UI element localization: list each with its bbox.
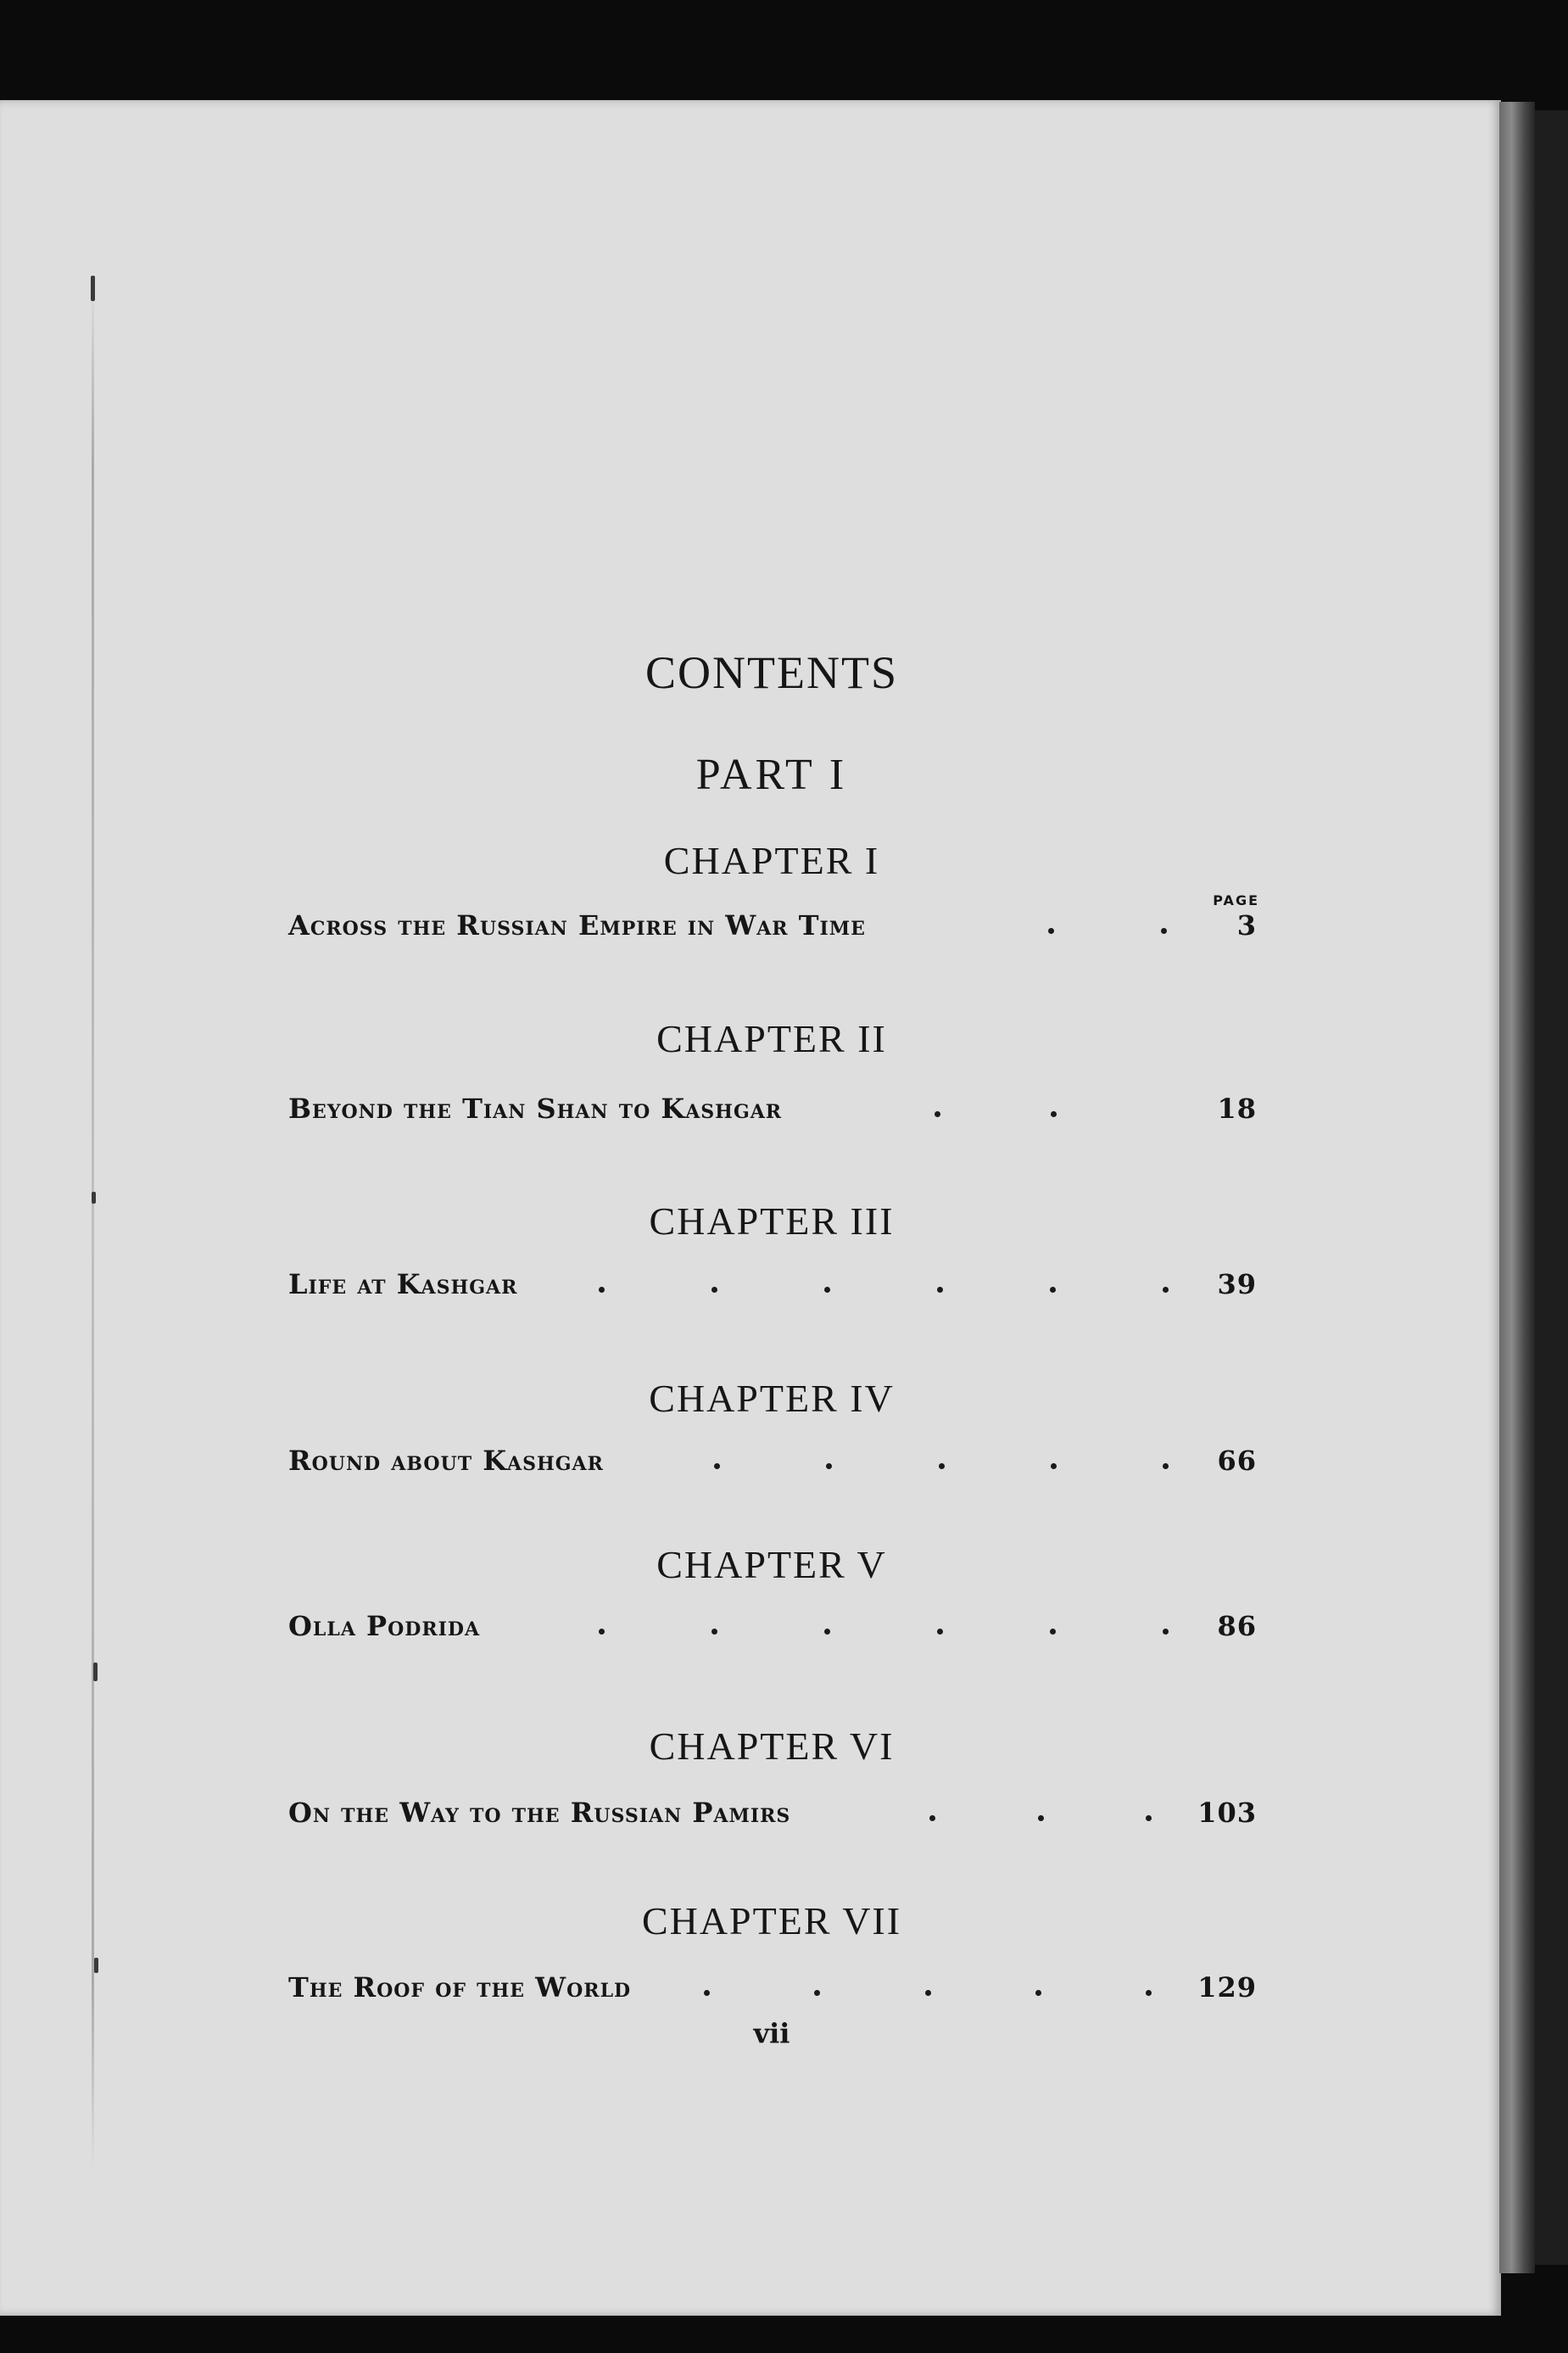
leader-dots (935, 1111, 1057, 1121)
toc-entry-title: Beyond the Tian Shan to Kashgar (288, 1093, 783, 1125)
toc-entry-page: 129 (1197, 1971, 1257, 2004)
chapter-heading: CHAPTER IV (649, 1377, 895, 1420)
chapter-heading: CHAPTER I (663, 839, 880, 882)
leader-dots (599, 1629, 1169, 1639)
toc-entry[interactable] (288, 1610, 1257, 1654)
chapter-heading: CHAPTER VII (641, 1899, 902, 1942)
page-edge (1499, 102, 1535, 2273)
chapter-heading: CHAPTER VI (649, 1724, 895, 1768)
part-title: PART I (695, 751, 848, 799)
chapter-heading: CHAPTER III (649, 1199, 895, 1243)
leader-dots (1048, 928, 1167, 938)
leader-dots (704, 1990, 1152, 2000)
toc-entry-page: 86 (1217, 1610, 1257, 1642)
toc-entry-title: Olla Podrida (288, 1610, 481, 1642)
binding-mark (91, 276, 95, 301)
toc-entry-page: 3 (1236, 909, 1257, 942)
leader-dots (599, 1287, 1169, 1297)
page-column-label: PAGE (1213, 892, 1259, 908)
toc-entry-title: On the Way to the Russian Pamirs (288, 1797, 791, 1829)
chapter-heading: CHAPTER V (656, 1543, 887, 1586)
page-folio: vii (753, 2017, 790, 2049)
toc-entry[interactable] (288, 1797, 1257, 1841)
binding-mark (94, 1958, 98, 1973)
toc-entry-page: 66 (1217, 1445, 1257, 1477)
contents-title: CONTENTS (645, 647, 898, 698)
toc-entry-title: Life at Kashgar (288, 1268, 518, 1300)
toc-entry-page: 18 (1217, 1093, 1257, 1125)
toc-entry[interactable] (288, 1445, 1257, 1489)
toc-entry[interactable] (288, 1268, 1257, 1312)
toc-entry-title: The Roof of the World (288, 1971, 632, 2004)
toc-entry-page: 39 (1217, 1268, 1257, 1300)
toc-entry[interactable] (288, 1093, 1257, 1137)
toc-entry[interactable] (288, 1971, 1257, 2015)
chapter-heading: CHAPTER II (656, 1017, 887, 1060)
toc-entry-title: Round about Kashgar (288, 1445, 604, 1477)
leader-dots (714, 1463, 1169, 1473)
toc-entry-title: Across the Russian Empire in War Time (288, 909, 866, 942)
binding-mark (93, 1663, 98, 1681)
toc-entry-page: 103 (1197, 1797, 1257, 1829)
toc-entry[interactable] (288, 909, 1257, 953)
leader-dots (929, 1815, 1152, 1825)
